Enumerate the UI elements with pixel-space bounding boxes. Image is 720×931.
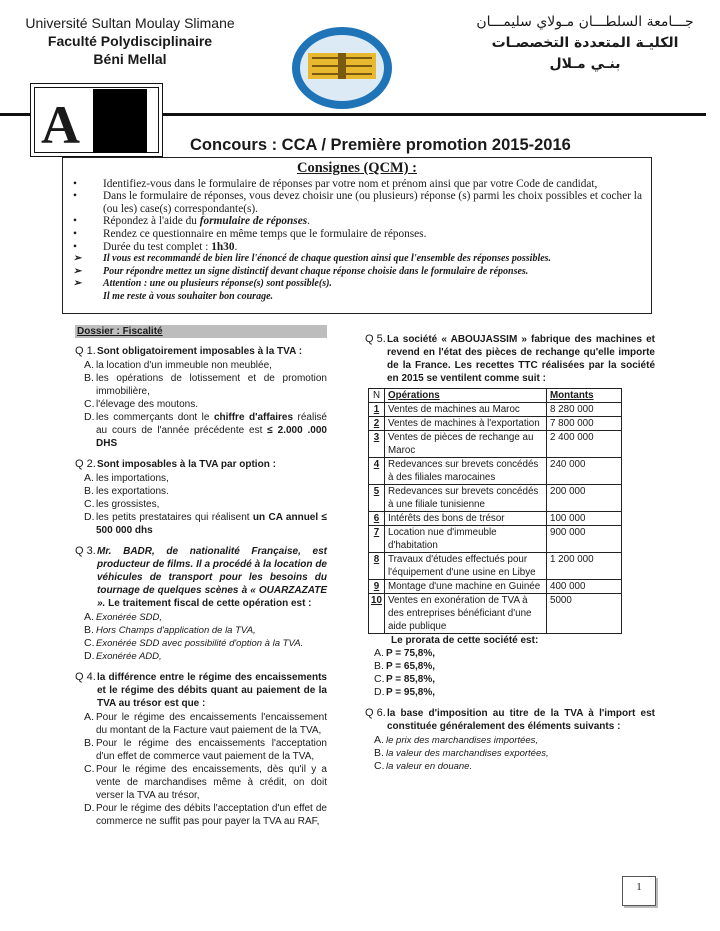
instruction-item: • Dans le formulaire de réponses, vous devez choisir une (ou plusieurs) réponse (s) parmi les choix possibles et cocher la (ou les) case(s) correspondante(s). (73, 190, 642, 215)
option: A. P = 75,8%, (374, 647, 436, 659)
row-amount: 200 000 (547, 485, 622, 512)
column-header: N (369, 389, 385, 403)
university-header-fr (10, 14, 250, 68)
column-header: Opérations (385, 389, 547, 403)
version-letter: A (41, 95, 80, 155)
option: A. Pour le régime des encaissements l'encaissement du montant de la Facture vaut paiement de la TVA, (84, 711, 327, 736)
option: C. Exonérée SDD avec possibilité d'option à la TVA. (84, 637, 304, 649)
row-operation: Ventes de machines à l'exportation (385, 417, 547, 431)
city-name: Béni Mellal (93, 51, 167, 67)
question-1: Q 1. Sont obligatoirement imposables à la TVA : (75, 345, 303, 357)
university-header-ar (455, 12, 715, 75)
row-amount: 5000 (547, 594, 622, 634)
row-operation: Intérêts des bons de trésor (385, 512, 547, 526)
table-row (369, 526, 622, 553)
row-number: 7 (369, 526, 385, 553)
option: C. Pour le régime des encaissements, dès qu'il y a vente de marchandises même à crédit, on doit verser la TVA au trésor, (84, 763, 327, 801)
row-number: 6 (369, 512, 385, 526)
operations-table (368, 388, 622, 634)
option: A. la location d'un immeuble non meublée, (84, 359, 272, 371)
question-2: Q 2. Sont imposables à la TVA par option : (75, 458, 276, 470)
option: C. les grossistes, (84, 498, 160, 510)
option: B. la valeur des marchandises exportées, (374, 747, 549, 759)
row-number: 4 (369, 458, 385, 485)
table-row (369, 458, 622, 485)
option: B. P = 65,8%, (374, 660, 436, 672)
row-operation: Ventes de machines au Maroc (385, 403, 547, 417)
question-5: Q 5. La société « ABOUJASSIM » fabrique des machines et revend en l'état des pièces de rechange qu'elle importe de la France. Les recettes TTC réalisées par la société en 2015 se ventilent comme suit : (365, 333, 655, 384)
row-operation: Ventes en exonération de TVA à des entreprises bénéficiant d'une aide publique (385, 594, 547, 634)
instructions-box (62, 157, 652, 314)
section-heading: Dossier : Fiscalité (75, 325, 327, 338)
option: B. les opérations de lotissement et de promotion immobilière, (84, 372, 327, 397)
version-black-square (93, 89, 147, 153)
row-operation: Redevances sur brevets concédés à une filiale tunisienne (385, 485, 547, 512)
option: A. le prix des marchandises importées, (374, 734, 539, 746)
option: D. P = 95,8%, (374, 686, 436, 698)
table-row (369, 512, 622, 526)
row-operation: Montage d'une machine en Guinée (385, 580, 547, 594)
table-row (369, 417, 622, 431)
faculty-name: Faculté Polydisciplinaire (47, 33, 213, 49)
option: C. P = 85,8%, (374, 673, 436, 685)
table-row (369, 403, 622, 417)
faculty-logo (290, 25, 395, 111)
row-amount: 7 800 000 (547, 417, 622, 431)
faculty-name-ar: الكليـة المتعددة التخصصـات (491, 35, 679, 51)
note-item: ➢ Pour répondre mettez un signe distinctif devant chaque réponse choisie dans le formulaire de réponses. (73, 265, 529, 277)
row-operation: Ventes de pièces de rechange au Maroc (385, 431, 547, 458)
question-3: Q 3. Mr. BADR, de nationalité Française, est producteur de films. Il a procédé à la location de véhicules de transport pour les besoins du tournage de quelques scènes à « OUARZAZATE ». Le traitement fiscal de cette opération est : (75, 545, 327, 609)
option: B. Pour le régime des encaissements l'acceptation d'un effet de commerce vaut paiement de la TVA, (84, 737, 327, 762)
table-row (369, 431, 622, 458)
option: A. Exonérée SDD, (84, 611, 163, 623)
row-number: 8 (369, 553, 385, 580)
instruction-item: • Identifiez-vous dans le formulaire de réponses par votre nom et prénom ainsi que par votre Code de candidat, (73, 177, 598, 190)
row-number: 2 (369, 417, 385, 431)
option: D. les commerçants dont le chiffre d'affaires réalisé au cours de l'année précédente est ≤ 2.000 .000 DHS (84, 411, 327, 449)
row-amount: 2 400 000 (547, 431, 622, 458)
right-column (365, 333, 655, 773)
question-6: Q 6. la base d'imposition au titre de la TVA à l'import est constituée généralement des éléments suivants : (365, 707, 655, 732)
option: D. les petits prestataires qui réalisent un CA annuel ≤ 500 000 dhs (84, 511, 328, 536)
note-item: ➢ Attention : une ou plusieurs réponse(s) sont possible(s). (73, 278, 332, 290)
row-operation: Travaux d'études effectués pour l'équipement d'une usine en Libye (385, 553, 547, 580)
row-amount: 400 000 (547, 580, 622, 594)
table-row (369, 485, 622, 512)
university-name: Université Sultan Moulay Slimane (25, 15, 235, 31)
row-amount: 8 280 000 (547, 403, 622, 417)
row-amount: 900 000 (547, 526, 622, 553)
instructions-heading: Consignes (QCM) : (296, 160, 418, 176)
version-box (30, 83, 163, 157)
table-row (369, 580, 622, 594)
instruction-item: • Durée du test complet : 1h30. (73, 240, 238, 253)
row-number: 1 (369, 403, 385, 417)
table-row (369, 594, 622, 634)
instruction-item: • Répondez à l'aide du formulaire de réponses. (73, 215, 310, 228)
page-title: Concours : CCA / Première promotion 2015-2016 (190, 136, 571, 154)
option: A. les importations, (84, 472, 169, 484)
note-item: Il me reste à vous souhaiter bon courage. (103, 290, 274, 302)
row-operation: Location nue d'immeuble d'habitation (385, 526, 547, 553)
row-number: 10 (369, 594, 385, 634)
left-column (75, 325, 327, 828)
university-name-ar: جـــامعة السلطـــان مـولاي سليمـــان (476, 14, 694, 30)
option: B. Hors Champs d'application de la TVA, (84, 624, 256, 636)
table-row (369, 553, 622, 580)
row-number: 3 (369, 431, 385, 458)
column-header: Montants (547, 389, 622, 403)
row-operation: Redevances sur brevets concédés à des filiales marocaines (385, 458, 547, 485)
option: B. les exportations. (84, 485, 169, 497)
note-item: ➢ Il vous est recommandé de bien lire l'énoncé de chaque question ainsi que l'ensemble des réponses possibles. (73, 253, 552, 265)
q5-prompt: Le prorata de cette société est: (391, 635, 539, 646)
page-number: 1 (622, 876, 656, 906)
option: C. l'élevage des moutons. (84, 398, 198, 410)
instruction-item: • Rendez ce questionnaire en même temps que le formulaire de réponses. (73, 227, 427, 240)
row-amount: 100 000 (547, 512, 622, 526)
option: D. Pour le régime des débits l'acceptation d'un effet de commerce ne suffit pas pour payer la TVA au RAF, (84, 802, 327, 827)
row-number: 9 (369, 580, 385, 594)
option: D. Exonérée ADD, (84, 650, 162, 662)
city-name-ar: بنـي مـلال (549, 56, 621, 72)
question-4: Q 4. la différence entre le régime des encaissements et le régime des débits quant au paiement de la TVA au trésor est que : (75, 671, 327, 709)
row-amount: 1 200 000 (547, 553, 622, 580)
option: C. la valeur en douane. (374, 760, 473, 772)
row-amount: 240 000 (547, 458, 622, 485)
row-number: 5 (369, 485, 385, 512)
